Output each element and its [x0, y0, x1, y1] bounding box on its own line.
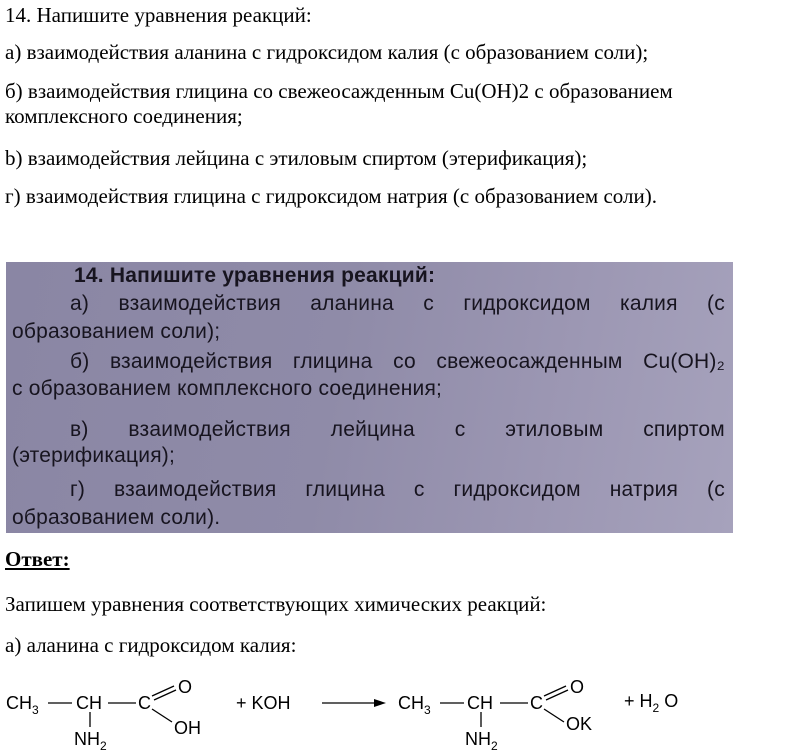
task-item-a: а) взаимодействия аланина с гидроксидом калия (с образованием соли); [5, 40, 649, 64]
photo-item-b-line1: б) взаимодействия глицина со свежеосажденным Cu(OH)₂ [70, 350, 725, 373]
product-amino-group: $NH_2$ [465, 729, 498, 752]
product-ch-group: CH [467, 693, 493, 713]
task-title: 14. Напишите уравнения реакций: [5, 3, 312, 27]
photo-item-g-line1: г) взаимодействия глицина с гидроксидом натрия (с [70, 478, 725, 501]
photo-item-g-line2: образованием соли). [12, 506, 221, 529]
task-item-b-line2: комплексного соединения; [5, 104, 243, 128]
product-potassium-alaninate [398, 677, 592, 752]
plus-koh: + KOH [236, 693, 291, 713]
reactant-alanine [6, 677, 201, 752]
ch-group: CH [76, 693, 102, 713]
task-item-b-line1: б) взаимодействия глицина со свежеосажденным Cu(OH)2 с образованием [5, 79, 673, 103]
photo-title: 14. Напишите уравнения реакций: [74, 264, 436, 287]
photo-item-b-line2: с образованием комплексного соединения; [12, 377, 443, 400]
reaction-equation [0, 672, 792, 752]
oxygen-atom: O [178, 677, 193, 697]
answer-intro: Запишем уравнения соответствующих химических реакций: [5, 592, 547, 616]
ch3-group: $CH_3$ [6, 693, 39, 717]
carbon-atom: C [138, 693, 151, 713]
answer-heading: Ответ: [5, 547, 70, 571]
task-item-g: г) взаимодействия глицина с гидроксидом натрия (с образованием соли). [5, 184, 657, 208]
photo-item-a-line2: образованием соли); [12, 320, 221, 343]
photo-item-a-line1: а) взаимодействия аланина с гидроксидом калия (с [70, 292, 725, 315]
amino-group: $NH_2$ [74, 729, 107, 752]
hydroxyl-group: OH [174, 718, 201, 738]
plus-water: + $H_2$ O [624, 691, 679, 715]
reaction-arrow [322, 699, 386, 707]
answer-part-a-label: а) аланина с гидроксидом калия: [5, 633, 297, 657]
photo-item-v-line1: в) взаимодействия лейцина с этиловым спиртом [70, 418, 725, 441]
task-item-v: b) взаимодействия лейцина с этиловым спиртом (этерификация); [5, 146, 588, 170]
product-carbon-atom: C [530, 693, 543, 713]
textbook-photo [6, 262, 733, 533]
product-ch3-group: $CH_3$ [398, 693, 431, 717]
product-ok-group: OK [566, 714, 593, 734]
photo-item-v-line2: (этерификация); [12, 444, 176, 467]
product-oxygen-atom: O [570, 677, 585, 697]
